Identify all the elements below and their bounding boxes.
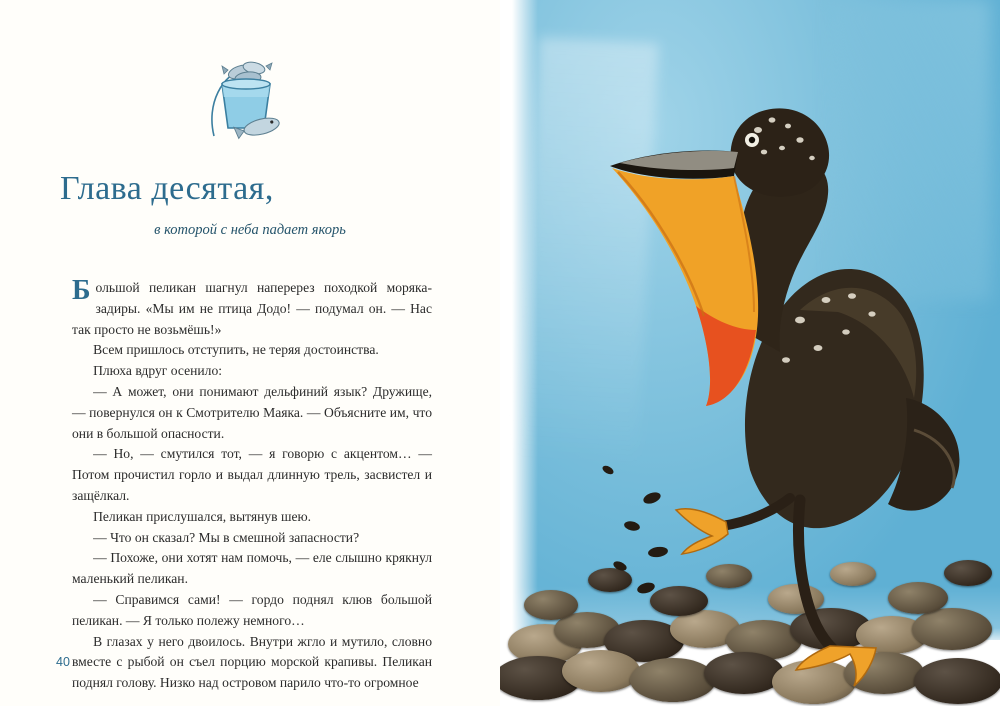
page-number: 40 <box>56 655 70 669</box>
paragraph-8: — Похоже, они хотят нам помочь, — еле слышно крякнул маленький пеликан. <box>72 550 432 587</box>
drop-cap: Б <box>72 275 91 306</box>
paragraph-5: — Но, — смутился тот, — я говорю с акцентом… — Потом прочистил горло и выдал длинную трель, засвистел и защёлкал. <box>72 446 432 503</box>
paragraph-10: В глазах у него двоилось. Внутри жгло и мутило, словно вместе с рыбой он съел порцию морской крапивы. Пеликан поднял голову. Низко над островом парило что-то огромное <box>72 633 432 691</box>
paragraph-4: — А может, они понимают дельфиний язык? Дружище, — повернулся он к Смотрителю Маяка. — Объясните им, что они в большой опасности. <box>72 383 432 441</box>
pelican-illustration <box>500 0 1000 706</box>
paragraph-1-text: ольшой пеликан шагнул наперерез походкой моряка-задиры. «Мы им не птица Додо! — подумал он. — Нас так просто не возьмёшь!» <box>72 280 432 337</box>
chapter-title: Глава десятая, <box>60 170 274 207</box>
right-illustration-page <box>500 0 1000 706</box>
bucket-with-fish-icon <box>196 44 306 154</box>
paragraph-9: — Справимся сами! — гордо поднял клюв большой пеликан. — Я только полежу немного… <box>72 591 432 628</box>
paragraph-6: Пеликан прислушался, вытянув шею. <box>93 508 312 524</box>
paragraph-3: Плюха вдруг осенило: <box>93 363 223 379</box>
body-text <box>72 275 432 694</box>
paragraph-1 <box>72 275 432 340</box>
paragraph-7: — Что он сказал? Мы в смешной запасности? <box>93 529 360 545</box>
chapter-subtitle: в которой с неба падает якорь <box>154 222 346 238</box>
paragraph-2: Всем пришлось отступить, не теряя достоинства. <box>93 342 379 358</box>
